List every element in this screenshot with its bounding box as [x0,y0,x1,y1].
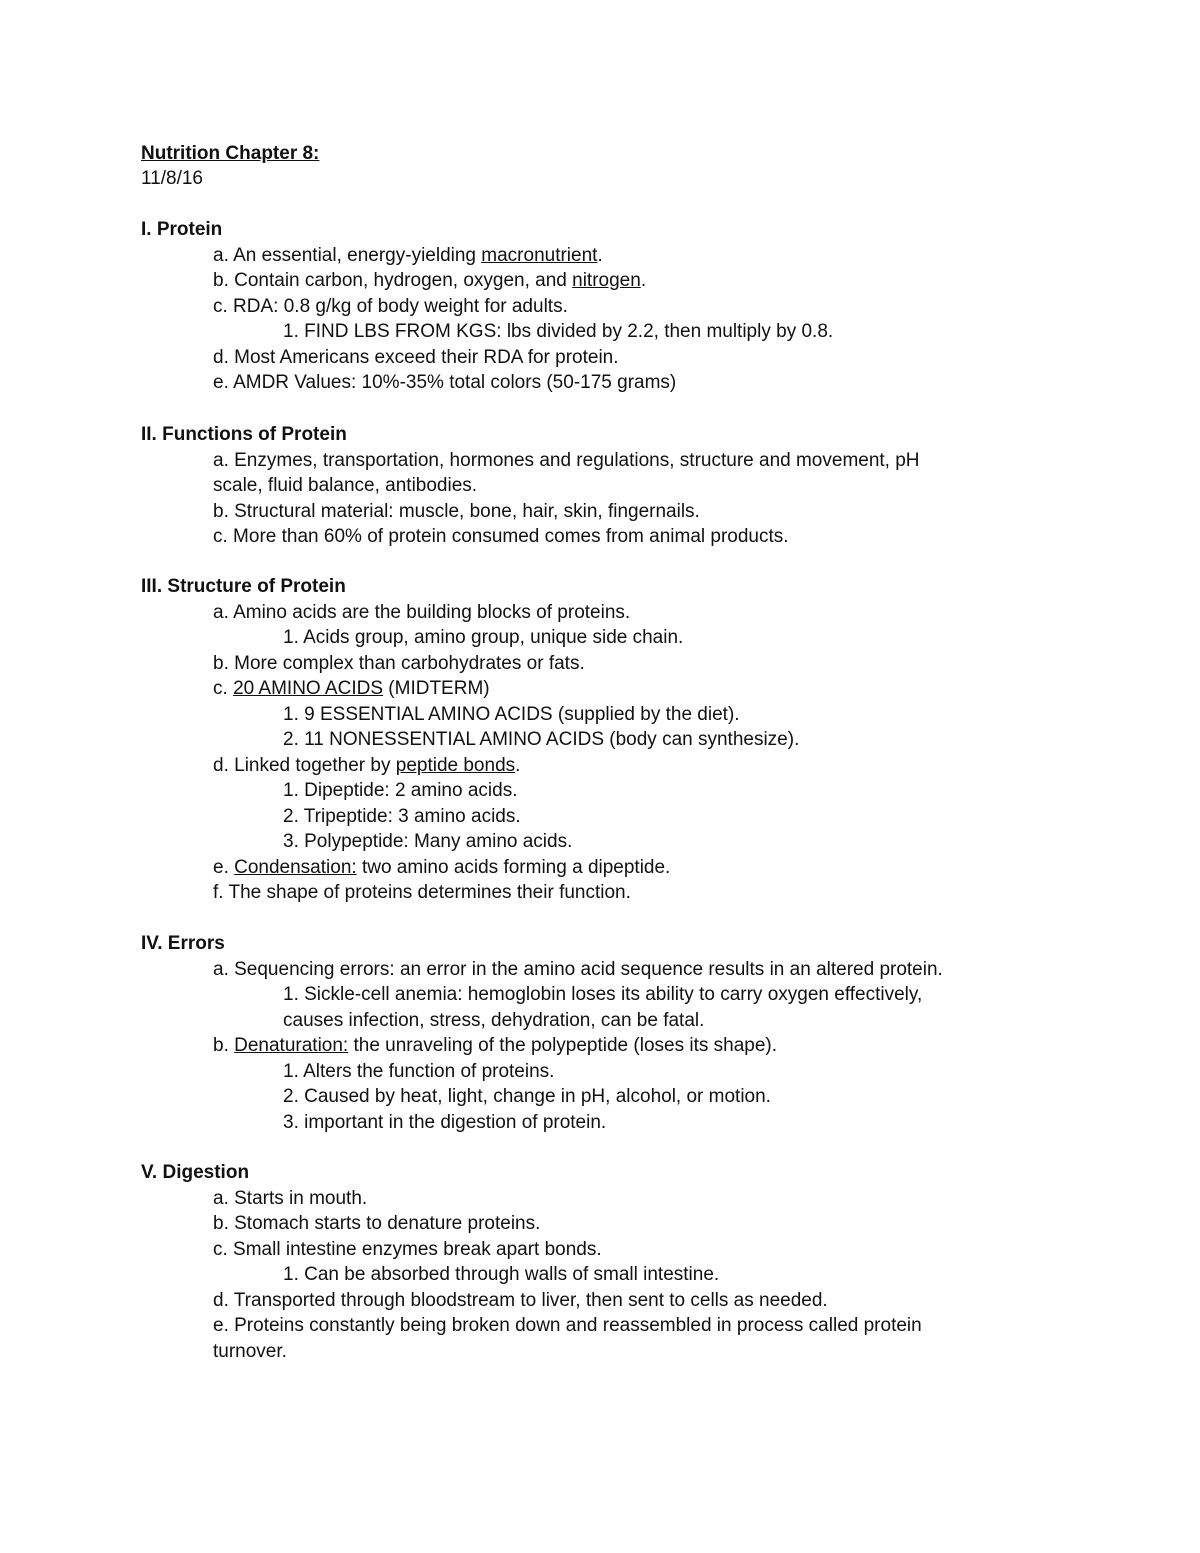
item-text: 1. Dipeptide: 2 amino acids. [283,780,518,801]
outline-subitem [283,702,740,727]
item-text: 1. Alters the function of proteins. [283,1061,555,1082]
outline-item [213,1211,540,1236]
item-text: f. The shape of proteins determines their function. [213,882,631,903]
document-title: Nutrition Chapter 8: [141,143,320,164]
outline-subitem [283,1008,704,1033]
outline-subitem [283,1059,554,1084]
outline-item [213,880,631,905]
item-text: a. Amino acids are the building blocks of proteins. [213,602,631,623]
item-text: d. Most Americans exceed their RDA for protein. [213,347,619,368]
item-text: two amino acids forming a dipeptide. [356,857,671,878]
item-text: 1. FIND LBS FROM KGS: lbs divided by 2.2, then multiply by 0.8. [283,321,834,342]
item-text: . [515,755,521,776]
outline-subitem [283,1262,719,1287]
section-heading: IV. Errors [141,933,225,954]
outline-subitem [283,804,521,829]
outline-item [213,294,568,319]
outline-item [213,499,700,524]
item-text: b. Contain carbon, hydrogen, oxygen, and [213,270,573,291]
outline-item [213,753,520,778]
outline-item [213,1033,777,1058]
item-text: e. AMDR Values: 10%-35% total colors (50-175 grams) [213,372,677,393]
outline-subitem [283,1084,771,1109]
item-text: the unraveling of the polypeptide (loses its shape). [348,1035,778,1056]
section-heading: I. Protein [141,219,223,240]
underlined-term: nitrogen [572,270,641,291]
item-text: 3. important in the digestion of protein. [283,1112,607,1133]
underlined-term: Condensation: [234,857,357,878]
item-text: (MIDTERM) [383,678,490,699]
item-text: a. Enzymes, transportation, hormones and regulations, structure and movement, pH [213,450,920,471]
outline-subitem [283,829,572,854]
item-text: c. RDA: 0.8 g/kg of body weight for adults. [213,296,568,317]
outline-item [213,524,789,549]
outline-subitem [283,778,517,803]
item-text: 1. Can be absorbed through walls of small intestine. [283,1264,720,1285]
item-text: 1. 9 ESSENTIAL AMINO ACIDS (supplied by the diet). [283,704,740,725]
item-text: b. More complex than carbohydrates or fats. [213,653,585,674]
section-heading: II. Functions of Protein [141,424,347,445]
item-text: a. Sequencing errors: an error in the amino acid sequence results in an altered protein. [213,959,943,980]
outline-item [213,243,603,268]
item-text: 1. Acids group, amino group, unique side chain. [283,627,684,648]
item-text: 3. Polypeptide: Many amino acids. [283,831,573,852]
item-text: c. More than 60% of protein consumed comes from animal products. [213,526,789,547]
outline-item [213,1288,828,1313]
item-text: a. An essential, energy-yielding [213,245,482,266]
section-heading: V. Digestion [141,1162,250,1183]
outline-item [213,1186,367,1211]
item-text: 1. Sickle-cell anemia: hemoglobin loses its ability to carry oxygen effectively, [283,984,923,1005]
item-text: 2. Tripeptide: 3 amino acids. [283,806,521,827]
outline-item [213,345,619,370]
item-text: d. Transported through bloodstream to liver, then sent to cells as needed. [213,1290,828,1311]
underlined-term: peptide bonds [395,755,516,776]
item-text: d. Linked together by [213,755,396,776]
outline-subitem [283,727,799,752]
outline-item [213,1339,287,1364]
item-text: scale, fluid balance, antibodies. [213,475,478,496]
document-date: 11/8/16 [141,168,203,189]
outline-item [213,676,490,701]
section-heading: III. Structure of Protein [141,576,346,597]
outline-item [213,268,646,293]
outline-subitem [283,625,683,650]
outline-item [213,600,630,625]
outline-item [213,1313,922,1338]
item-text: turnover. [213,1341,287,1362]
item-text: 2. 11 NONESSENTIAL AMINO ACIDS (body can synthesize). [283,729,800,750]
outline-item [213,473,477,498]
item-text: e. [213,857,235,878]
item-text: c. Small intestine enzymes break apart bonds. [213,1239,602,1260]
outline-item [213,448,920,473]
underlined-term: 20 AMINO ACIDS [233,678,384,699]
underlined-term: Denaturation: [234,1035,349,1056]
item-text: b. Structural material: muscle, bone, hair, skin, fingernails. [213,501,700,522]
item-text: 2. Caused by heat, light, change in pH, alcohol, or motion. [283,1086,771,1107]
item-text: causes infection, stress, dehydration, can be fatal. [283,1010,705,1031]
outline-subitem [283,1110,606,1135]
item-text: c. [213,678,234,699]
item-text: b. Stomach starts to denature proteins. [213,1213,541,1234]
outline-item [213,855,670,880]
outline-subitem [283,319,833,344]
item-text: . [597,245,603,266]
item-text: a. Starts in mouth. [213,1188,368,1209]
underlined-term: macronutrient [481,245,598,266]
outline-subitem [283,982,922,1007]
item-text: e. Proteins constantly being broken down and reassembled in process called protein [213,1315,922,1336]
outline-item [213,651,585,676]
outline-item [213,1237,602,1262]
item-text: . [640,270,647,291]
outline-item [213,370,676,395]
item-text: b. [213,1035,235,1056]
outline-item [213,957,943,982]
